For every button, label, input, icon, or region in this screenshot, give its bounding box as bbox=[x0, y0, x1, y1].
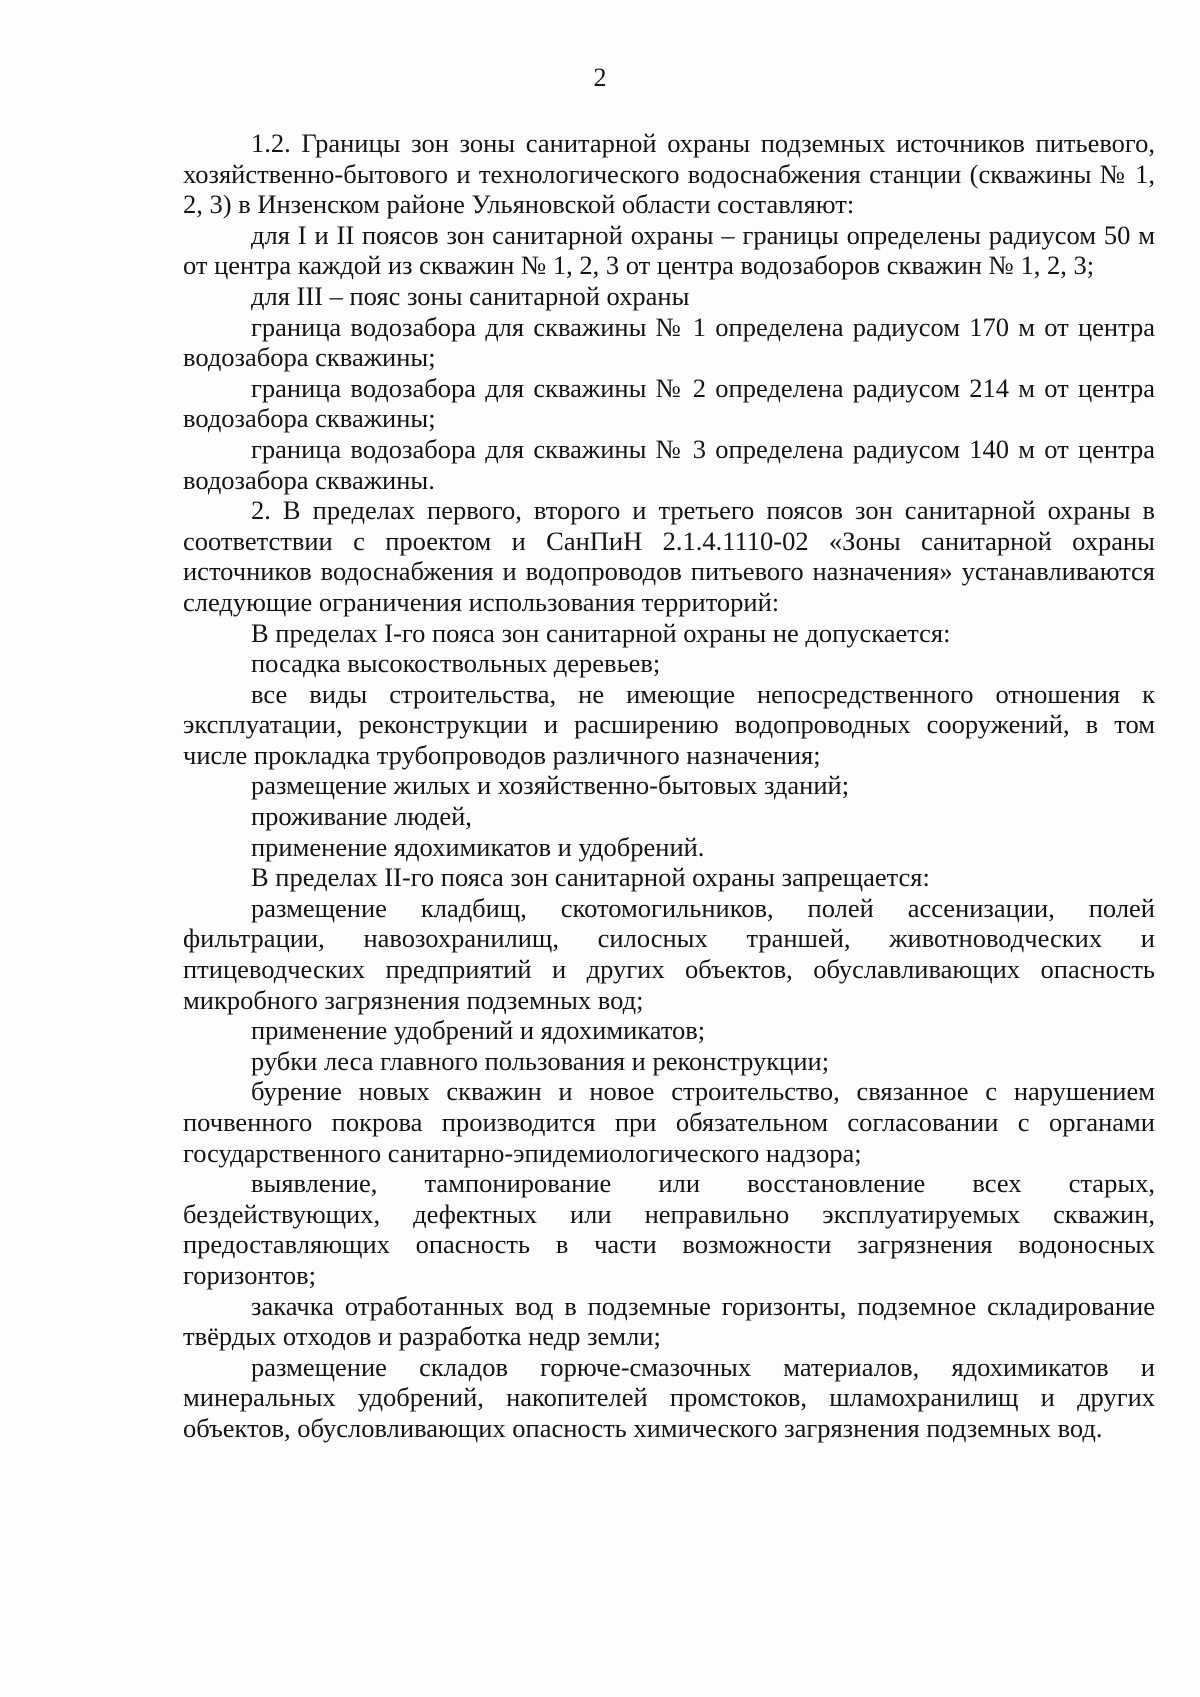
paragraph: 1.2. Границы зон зоны санитарной охраны подземных источников питьевого, хозяйственно-бытового и технологического водоснабжения станции (скважины № 1, 2, 3) в Инзенском районе Ульяновской области составляют: bbox=[183, 128, 1155, 220]
paragraph: размещение жилых и хозяйственно-бытовых зданий; bbox=[251, 770, 850, 801]
paragraph: граница водозабора для скважины № 3 определена радиусом 140 м от центра водозабора скважины. bbox=[183, 433, 1155, 495]
paragraph: для I и II поясов зон санитарной охраны – границы определены радиусом 50 м от центра каждой из скважин № 1, 2, 3 от центра водозаборов скважин № 1, 2, 3; bbox=[183, 219, 1155, 281]
document-body bbox=[183, 128, 1155, 1444]
paragraph: рубки леса главного пользования и реконструкции; bbox=[251, 1045, 830, 1076]
page-number: 2 bbox=[593, 63, 607, 92]
paragraph: В пределах I-го пояса зон санитарной охраны не допускается: bbox=[251, 617, 951, 648]
paragraph: применение удобрений и ядохимикатов; bbox=[251, 1015, 706, 1046]
paragraph: граница водозабора для скважины № 2 определена радиусом 214 м от центра водозабора скважины; bbox=[183, 372, 1155, 434]
paragraph: 2. В пределах первого, второго и третьего поясов зон санитарной охраны в соответствии с проектом и СанПиН 2.1.4.1110-02 «Зоны санитарной охраны источников водоснабжения и водопроводов питьевого назначения» устанавливаются следующие ограничения использования территорий: bbox=[183, 495, 1155, 617]
paragraph: граница водозабора для скважины № 1 определена радиусом 170 м от центра водозабора скважины; bbox=[183, 311, 1155, 373]
paragraph: все виды строительства, не имеющие непосредственного отношения к эксплуатации, реконструкции и расширению водопроводных сооружений, в том числе прокладка трубопроводов различного назначения; bbox=[183, 678, 1155, 770]
paragraph: посадка высокоствольных деревьев; bbox=[251, 648, 661, 679]
paragraph: закачка отработанных вод в подземные горизонты, подземное складирование твёрдых отходов и разработка недр земли; bbox=[183, 1290, 1155, 1352]
paragraph: размещение кладбищ, скотомогильников, полей ассенизации, полей фильтрации, навозохранилищ, силосных траншей, животноводческих и птицеводческих предприятий и других объектов, обуславливающих опасность микробного загрязнения подземных вод; bbox=[183, 892, 1155, 1015]
paragraph: выявление, тампонирование или восстановление всех старых, бездействующих, дефектных или неправильно эксплуатируемых скважин, предоставляющих опасность в части возможности загрязнения водоносных горизонтов; bbox=[183, 1168, 1155, 1290]
paragraph: В пределах II-го пояса зон санитарной охраны запрещается: bbox=[251, 862, 930, 893]
paragraph: бурение новых скважин и новое строительство, связанное с нарушением почвенного покрова производится при обязательном согласовании с органами государственного санитарно-эпидемиологического надзора; bbox=[183, 1076, 1155, 1168]
paragraph: проживание людей, bbox=[251, 801, 472, 832]
paragraph: применение ядохимикатов и удобрений. bbox=[251, 831, 705, 862]
paragraph: для III – пояс зоны санитарной охраны bbox=[251, 280, 690, 311]
paragraph: размещение складов горюче-смазочных материалов, ядохимикатов и минеральных удобрений, накопителей промстоков, шламохранилищ и других объектов, обусловливающих опасность химического загрязнения подземных вод. bbox=[183, 1351, 1155, 1443]
